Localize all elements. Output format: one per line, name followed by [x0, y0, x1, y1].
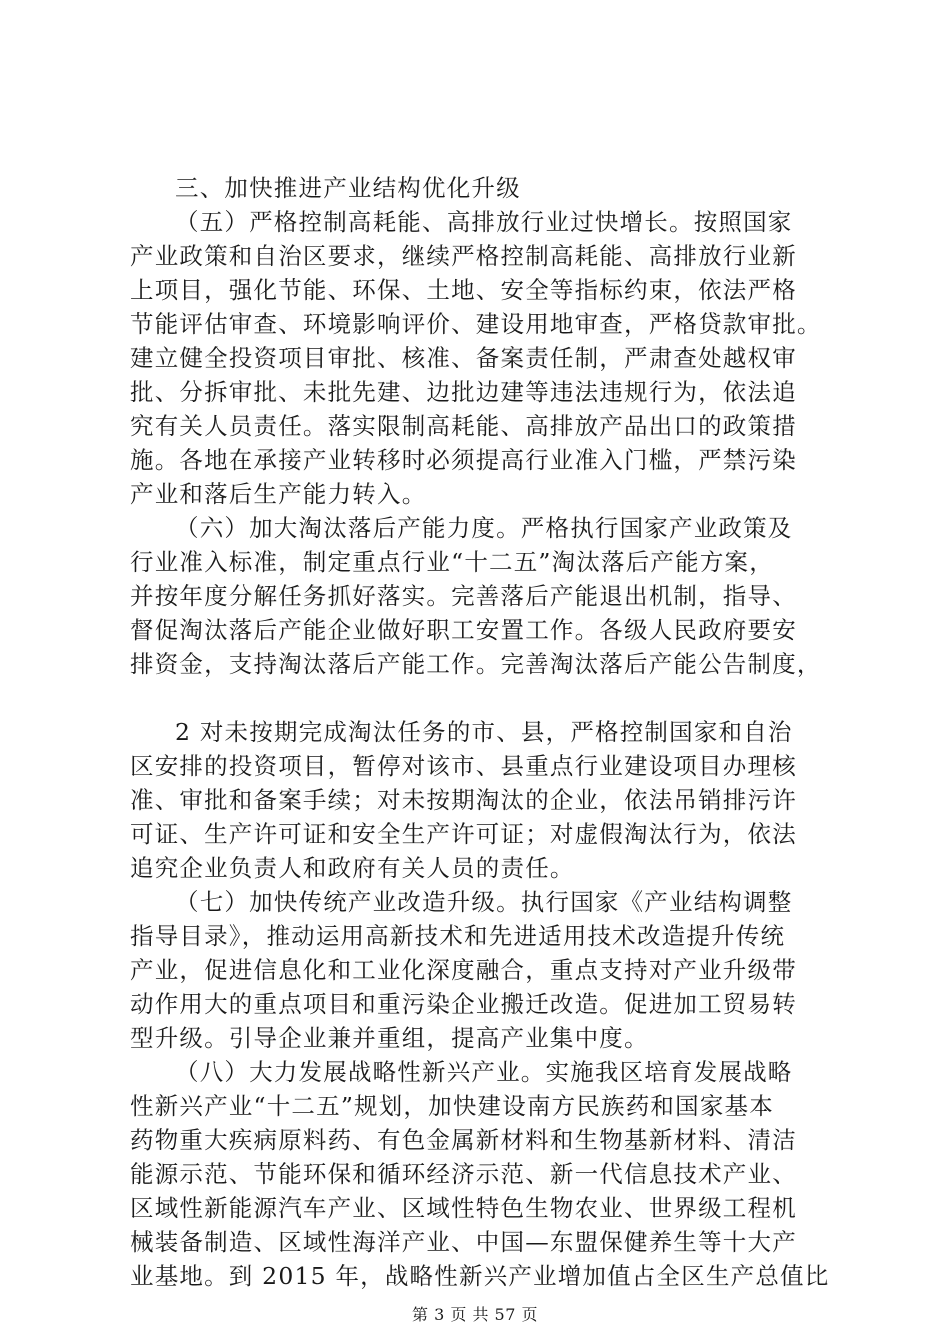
paragraph-line: 行业准入标准，制定重点行业“十二五”淘汰落后产能方案， [130, 548, 774, 576]
paragraph-line: 动作用大的重点项目和重污染企业搬迁改造。促进加工贸易转 [130, 990, 797, 1018]
paragraph-line: 可证、生产许可证和安全生产许可证；对虚假淘汰行为，依法 [130, 820, 797, 848]
paragraph-line: 施。各地在承接产业转移时必须提高行业准入门槛，严禁污染 [130, 446, 797, 474]
paragraph-line: 2 对未按期完成淘汰任务的市、县，严格控制国家和自治 [175, 718, 793, 746]
paragraph-line: （八）大力发展战略性新兴产业。实施我区培育发展战略 [175, 1058, 793, 1086]
paragraph-line: 排资金，支持淘汰落后产能工作。完善淘汰落后产能公告制度， [130, 650, 822, 678]
paragraph-line: 上项目，强化节能、环保、土地、安全等指标约束，依法严格 [130, 276, 797, 304]
paragraph-line: 追究企业负责人和政府有关人员的责任。 [130, 854, 575, 882]
paragraph-line: 区安排的投资项目，暂停对该市、县重点行业建设项目办理核 [130, 752, 797, 780]
paragraph-line: 型升级。引导企业兼并重组，提高产业集中度。 [130, 1024, 649, 1052]
paragraph-line: 建立健全投资项目审批、核准、备案责任制，严肃查处越权审 [130, 344, 797, 372]
paragraph-line: 性新兴产业“十二五”规划，加快建设南方民族药和国家基本 [130, 1092, 774, 1120]
section-heading: 三、加快推进产业结构优化升级 [175, 174, 521, 202]
paragraph-line: （七）加快传统产业改造升级。执行国家《产业结构调整 [175, 888, 793, 916]
paragraph-line: 并按年度分解任务抓好落实。完善落后产能退出机制，指导、 [130, 582, 797, 610]
paragraph-line: 能源示范、节能环保和循环经济示范、新一代信息技术产业、 [130, 1160, 797, 1188]
paragraph-line: （五）严格控制高耗能、高排放行业过快增长。按照国家 [175, 208, 793, 236]
paragraph-line: 械装备制造、区域性海洋产业、中国—东盟保健养生等十大产 [130, 1228, 797, 1256]
paragraph-line: 产业和落后生产能力转入。 [130, 480, 427, 508]
paragraph-line: 区域性新能源汽车产业、区域性特色生物农业、世界级工程机 [130, 1194, 797, 1222]
paragraph-line: （六）加大淘汰落后产能力度。严格执行国家产业政策及 [175, 514, 793, 542]
paragraph-line: 产业，促进信息化和工业化深度融合，重点支持对产业升级带 [130, 956, 797, 984]
paragraph-line: 准、审批和备案手续；对未按期淘汰的企业，依法吊销排污许 [130, 786, 797, 814]
page-number-footer: 第 3 页 共 57 页 [412, 1305, 538, 1324]
paragraph-line: 业基地。到 2015 年，战略性新兴产业增加值占全区生产总值比 [130, 1262, 830, 1290]
paragraph-line: 指导目录》，推动运用高新技术和先进适用技术改造提升传统 [130, 922, 786, 950]
paragraph-line: 批、分拆审批、未批先建、边批边建等违法违规行为，依法追 [130, 378, 797, 406]
paragraph-line: 究有关人员责任。落实限制高耗能、高排放产品出口的政策措 [130, 412, 797, 440]
paragraph-line: 督促淘汰落后产能企业做好职工安置工作。各级人民政府要安 [130, 616, 797, 644]
paragraph-line: 药物重大疾病原料药、有色金属新材料和生物基新材料、清洁 [130, 1126, 797, 1154]
paragraph-line: 产业政策和自治区要求，继续严格控制高耗能、高排放行业新 [130, 242, 797, 270]
paragraph-line: 节能评估审查、环境影响评价、建设用地审查，严格贷款审批。 [130, 310, 822, 338]
